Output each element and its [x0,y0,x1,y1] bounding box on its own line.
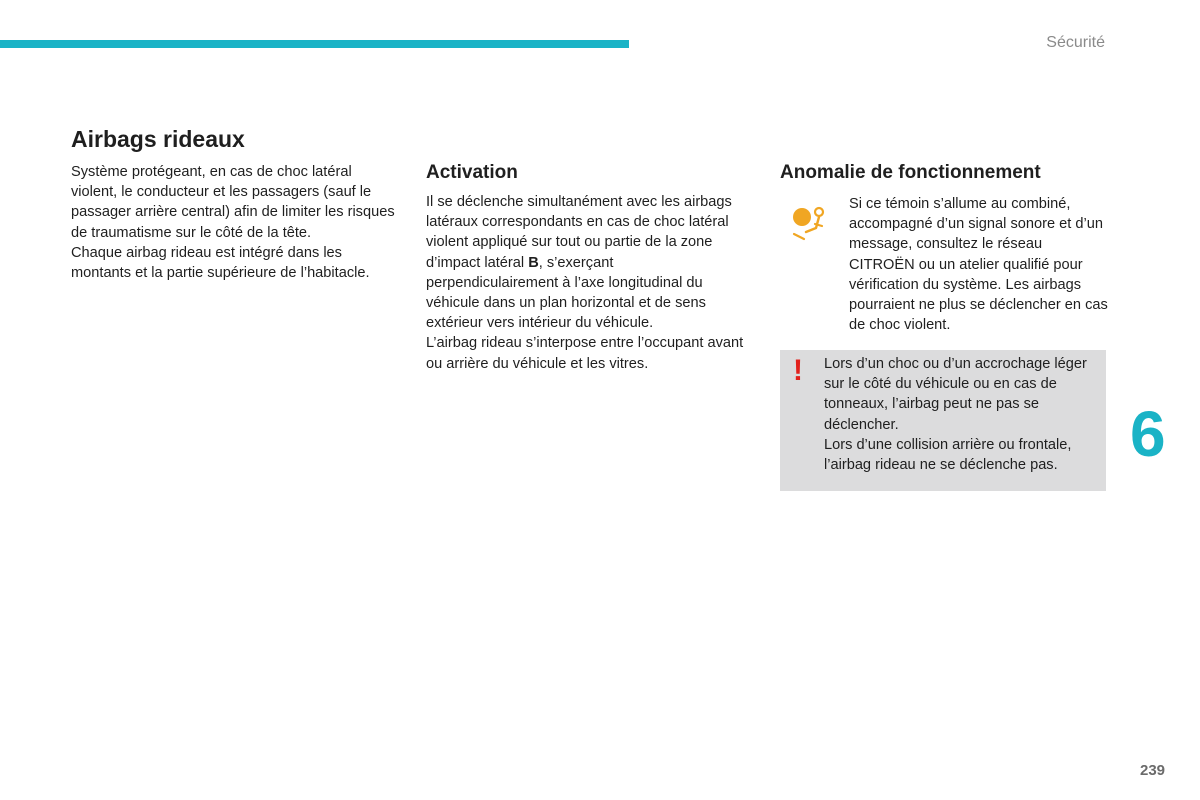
anomalie-text: Si ce témoin s’allume au combiné, accompagné d’un signal sonore et d’un message, consultez le réseau CITROËN ou un atelier qualifié pour vérification du système. Les airbags pourraient ne plus se déclencher en cas de choc violent. [849,196,1108,334]
page-number: 239 [1140,762,1166,779]
activation-column [426,192,746,374]
airbag-warning-icon [788,202,828,242]
activation-heading: Activation [426,162,518,183]
activation-paragraph-2: L’airbag rideau s’interpose entre l’occupant avant ou arrière du véhicule et les vitres. [426,335,744,372]
zone-b-label: B [528,254,539,271]
activation-text-part-2: , s’exerçant perpendiculairement à l’axe longitudinal du véhicule dans un plan horizontal et de sens extérieur vers intérieur du véhicule. [426,254,706,332]
section-name: Sécurité [1046,34,1105,51]
chapter-number: 6 [1130,398,1166,470]
activation-text-part-1: Il se déclenche simultanément avec les airbags latéraux correspondants en cas de choc latéral violent appliqué sur tout ou partie de la zone d’impact latéral [426,194,732,271]
exclamation-icon: ! [793,354,803,387]
page-title: Airbags rideaux [71,126,245,152]
activation-paragraph-1 [426,192,746,333]
intro-paragraph-2: Chaque airbag rideau est intégré dans les montants et la partie supérieure de l’habitacle. [71,244,370,282]
header-accent-bar [0,40,629,48]
note-paragraph-2: Lors d’une collision arrière ou frontale, l’airbag rideau ne se déclenche pas. [824,436,1072,474]
intro-paragraph-1: Système protégeant, en cas de choc latéral violent, le conducteur et les passagers (sauf le passager arrière central) afin de limiter les risques de traumatisme sur le côté de la tête. [71,164,395,241]
intro-column [71,162,396,283]
anomalie-heading: Anomalie de fonctionnement [780,162,1041,183]
note-paragraph-1: Lors d’un choc ou d’un accrochage léger sur le côté du véhicule ou en cas de tonneaux, l’airbag peut ne pas se déclencher. [824,356,1087,433]
warning-note-text [824,354,1096,475]
